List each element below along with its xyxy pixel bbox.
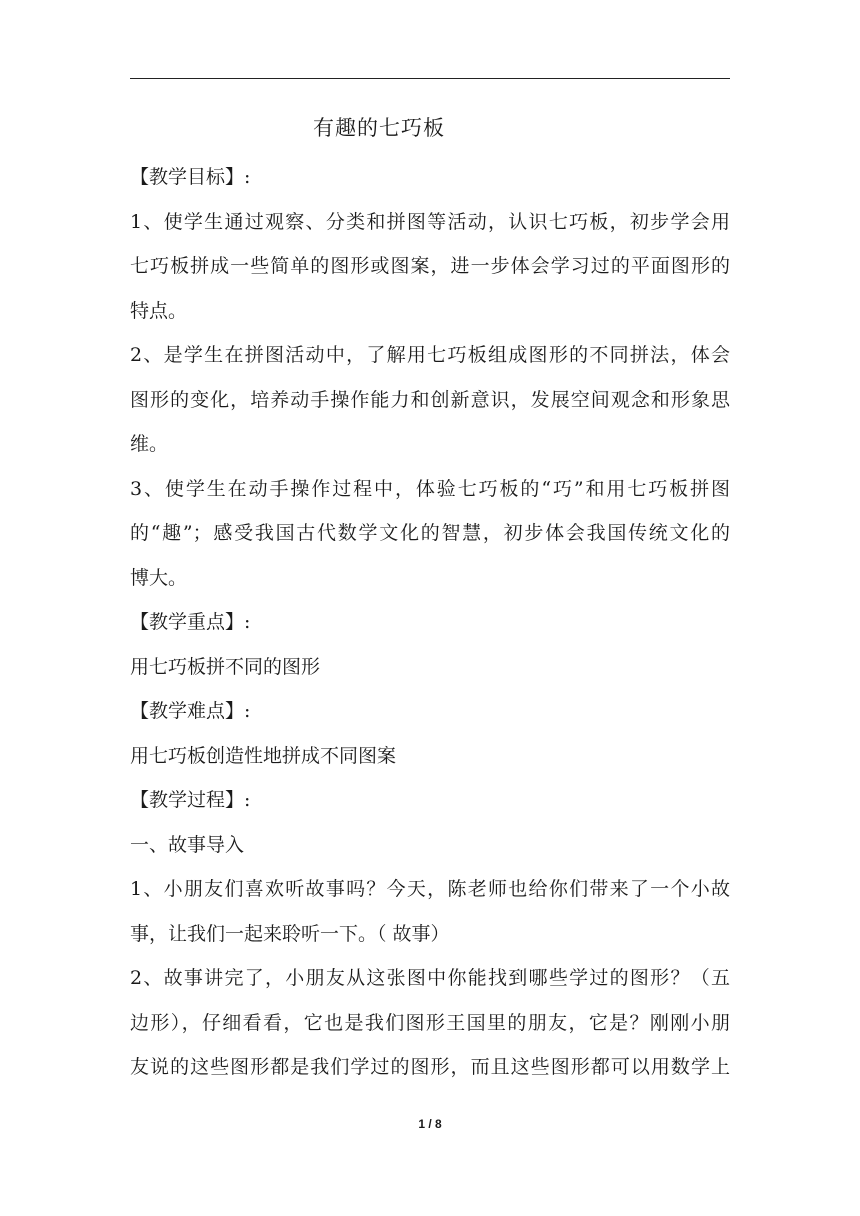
text-line: 2、故事讲完了，小朋友从这张图中你能找到哪些学过的图形？（五: [130, 967, 730, 989]
text-line: 博大。: [130, 566, 188, 589]
text-line: 七巧板拼成一些简单的图形或图案，进一步体会学习过的平面图形的: [130, 255, 730, 277]
text-line: 1、使学生通过观察、分类和拼图等活动，认识七巧板，初步学会用: [130, 210, 730, 233]
text-line: 图形的变化，培养动手操作能力和创新意识，发展空间观念和形象思: [130, 388, 730, 411]
document-title: 有趣的七巧板: [313, 116, 445, 140]
text-line: 1、小朋友们喜欢听故事吗？今天，陈老师也给你们带来了一个小故: [130, 878, 730, 900]
header-rule: [130, 78, 730, 79]
text-line: 友说的这些图形都是我们学过的图形，而且这些图形都可以用数学上: [130, 1056, 730, 1078]
text-line: 【教学过程】:: [130, 789, 251, 811]
text-line: 【教学目标】:: [130, 166, 251, 188]
text-line: 边形），仔细看看，它也是我们图形王国里的朋友，它是？刚刚小朋: [130, 1011, 730, 1034]
text-line: 【教学重点】:: [130, 611, 251, 633]
text-line: 的“趣”；感受我国古代数学文化的智慧，初步体会我国传统文化的: [130, 522, 730, 544]
text-line: 【教学难点】:: [130, 700, 251, 722]
text-line: 用七巧板创造性地拼成不同图案: [130, 744, 397, 767]
text-line: 事，让我们一起来聆听一下。（ 故事）: [130, 922, 450, 945]
text-line: 一、故事导入: [130, 833, 245, 856]
document-body: [130, 155, 730, 1090]
text-line: 维。: [130, 433, 169, 455]
text-line: 3、使学生在动手操作过程中，体验七巧板的“巧”和用七巧板拼图: [130, 477, 730, 500]
text-line: 用七巧板拼不同的图形: [130, 655, 321, 678]
page-number: 1 / 8: [418, 1117, 442, 1131]
text-line: 特点。: [130, 299, 188, 322]
text-line: 2、是学生在拼图活动中，了解用七巧板组成图形的不同拼法，体会: [130, 344, 730, 366]
